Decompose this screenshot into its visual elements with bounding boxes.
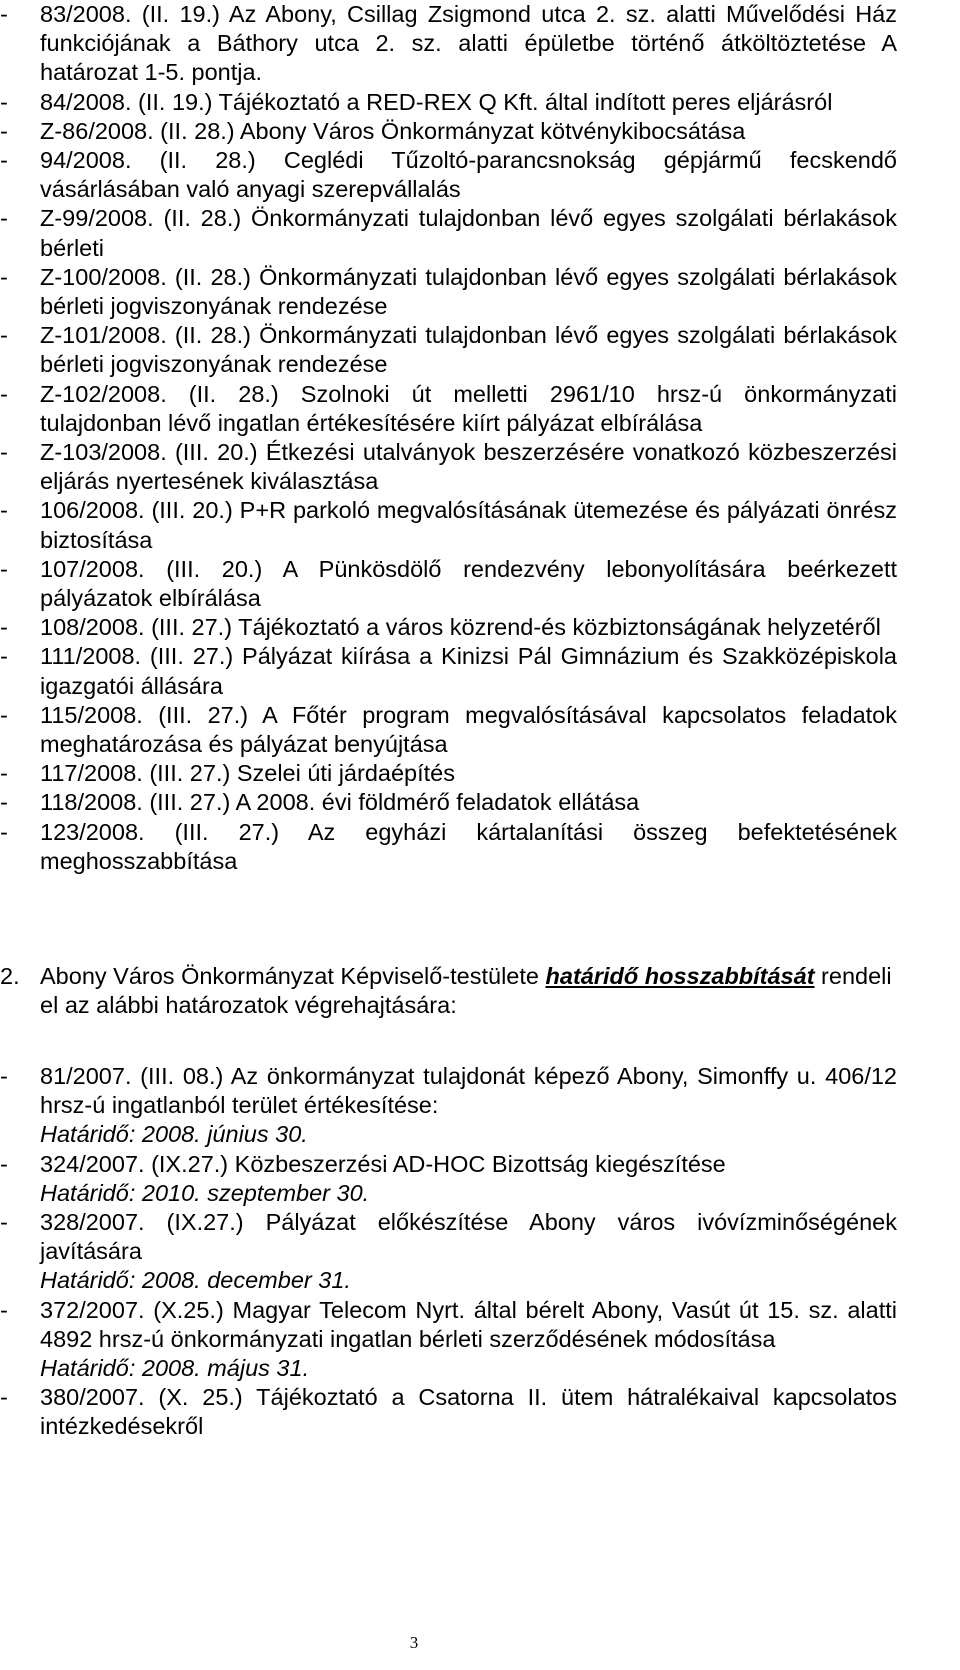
list-item — [0, 380, 897, 438]
list-item-text: 123/2008. (III. 27.) Az egyházi kártalanítási összeg befektetésének meghosszabbítása — [40, 818, 897, 874]
list-dash: - — [0, 701, 8, 728]
list-dash: - — [0, 439, 8, 466]
list-dash: - — [0, 497, 8, 524]
list-item — [0, 1150, 897, 1208]
list-item — [0, 263, 897, 321]
list-dash: - — [0, 147, 8, 174]
list-item — [0, 88, 897, 117]
section-emphasis: határidő hosszabbítását — [545, 963, 815, 989]
list-item — [0, 555, 897, 613]
list-item-text: 111/2008. (III. 27.) Pályázat kiírása a Kinizsi Pál Gimnázium és Szakközépiskola igazgatói állására — [40, 643, 897, 699]
list-item-text: 328/2007. (IX.27.) Pályázat előkészítése Abony város ivóvízminőségének javítására — [40, 1209, 897, 1265]
list-dash: - — [0, 380, 8, 407]
list-item — [0, 1062, 897, 1150]
page-number: 3 — [409, 1633, 419, 1652]
deadline-text: Határidő: 2008. december 31. — [40, 1267, 351, 1294]
list-item-text: Z-103/2008. (III. 20.) Étkezési utalványok beszerzésére vonatkozó közbeszerzési eljárás nyertesének kiválasztása — [40, 439, 897, 495]
list-item — [0, 438, 897, 496]
list-item-text: 84/2008. (II. 19.) Tájékoztató a RED-REX Q Kft. által indított peres eljárásról — [40, 88, 833, 115]
list-item — [0, 204, 897, 262]
list-item-text: 94/2008. (II. 28.) Ceglédi Tűzoltó-parancsnokság gépjármű fecskendő vásárlásában való anyagi szerepvállalás — [40, 147, 897, 203]
list-item-text: 81/2007. (III. 08.) Az önkormányzat tulajdonát képező Abony, Simonffy u. 406/12 hrsz-ú ingatlanból terület értékesítése: — [40, 1063, 897, 1119]
deadline-text: Határidő: 2010. szeptember 30. — [40, 1179, 370, 1206]
list-item — [0, 613, 897, 642]
list-item-text: 117/2008. (III. 27.) Szelei úti járdaépítés — [40, 760, 455, 787]
list-item — [0, 321, 897, 379]
list-item-text: 108/2008. (III. 27.) Tájékoztató a város közrend-és közbiztonságának helyzetéről — [40, 614, 881, 641]
list-item — [0, 1296, 897, 1384]
deadline-text: Határidő: 2008. június 30. — [40, 1121, 308, 1148]
section-text — [40, 962, 897, 1020]
list-dash: - — [0, 117, 8, 144]
list-item-text: 106/2008. (III. 20.) P+R parkoló megvalósításának ütemezése és pályázati önrész biztosítása — [40, 497, 897, 553]
list-dash: - — [0, 1063, 8, 1089]
list-dash: - — [0, 322, 8, 349]
list-dash: - — [0, 643, 8, 670]
list-item-text: 380/2007. (X. 25.) Tájékoztató a Csatorna II. ütem hátralékaival kapcsolatos intézkedésekről — [40, 1384, 897, 1440]
list-item-text: 372/2007. (X.25.) Magyar Telecom Nyrt. által bérelt Abony, Vasút út 15. sz. alatti 4892 hrsz-ú önkormányzati ingatlan bérleti szerződésének módosítása — [40, 1296, 897, 1352]
list-item — [0, 701, 897, 759]
list-item-text: 324/2007. (IX.27.) Közbeszerzési AD-HOC Bizottság kiegészítése — [40, 1150, 726, 1177]
list-item — [0, 759, 897, 788]
list-dash: - — [0, 789, 8, 816]
list-dash: - — [0, 760, 8, 787]
section-number: 2. — [0, 963, 20, 989]
list-item-text: Z-99/2008. (II. 28.) Önkormányzati tulajdonban lévő egyes szolgálati bérlakások bérleti — [40, 205, 897, 261]
list-item-text: 118/2008. (III. 27.) A 2008. évi földmérő feladatok ellátása — [40, 789, 640, 816]
list-item-text: Z-101/2008. (II. 28.) Önkormányzati tulajdonban lévő egyes szolgálati bérlakások bérleti jogviszonyának rendezése — [40, 322, 897, 378]
list-dash: - — [0, 263, 8, 290]
list-dash: - — [0, 1150, 8, 1177]
list-item-text: Z-86/2008. (II. 28.) Abony Város Önkormányzat kötvénykibocsátása — [40, 117, 746, 144]
section-text-before: Abony Város Önkormányzat Képviselő-testülete — [40, 963, 546, 989]
list-item — [0, 117, 897, 146]
list-item — [0, 788, 897, 817]
section-2 — [0, 962, 960, 1020]
list-dash: - — [0, 614, 8, 641]
extension-list — [0, 1062, 960, 1442]
list-item — [0, 818, 897, 876]
deadline-text: Határidő: 2008. május 31. — [40, 1355, 310, 1382]
list-dash: - — [0, 818, 8, 845]
list-item-text: 83/2008. (II. 19.) Az Abony, Csillag Zsigmond utca 2. sz. alatti Művelődési Ház funkciójának a Báthory utca 2. sz. alatti épületbe történő átköltöztetése A határozat 1-5. pontja. — [40, 1, 897, 86]
list-item — [0, 642, 897, 700]
list-dash: - — [0, 1, 8, 27]
list-item-text: 115/2008. (III. 27.) A Főtér program megvalósításával kapcsolatos feladatok meghatározása és pályázat benyújtása — [40, 701, 897, 758]
section-text-after: rendeli el az alábbi határozatok végrehajtására: — [40, 963, 892, 1019]
list-item-text: 107/2008. (III. 20.) A Pünkösdölő rendezvény lebonyolítására beérkezett pályázatok elbírálása — [40, 555, 897, 612]
list-item — [0, 1383, 897, 1441]
list-dash: - — [0, 1296, 8, 1323]
list-dash: - — [0, 1209, 8, 1236]
list-item — [0, 496, 897, 554]
list-item — [0, 146, 897, 204]
list-dash: - — [0, 1384, 8, 1411]
list-dash: - — [0, 555, 8, 582]
list-item — [0, 0, 897, 88]
list-item-text: Z-102/2008. (II. 28.) Szolnoki út melletti 2961/10 hrsz-ú önkormányzati tulajdonban lévő ingatlan értékesítésére kiírt pályázat elbírálása — [40, 380, 897, 436]
list-dash: - — [0, 205, 8, 232]
list-dash: - — [0, 88, 8, 115]
list-item-text: Z-100/2008. (II. 28.) Önkormányzati tulajdonban lévő egyes szolgálati bérlakások bérleti jogviszonyának rendezése — [40, 263, 897, 320]
list-item — [0, 1208, 897, 1296]
